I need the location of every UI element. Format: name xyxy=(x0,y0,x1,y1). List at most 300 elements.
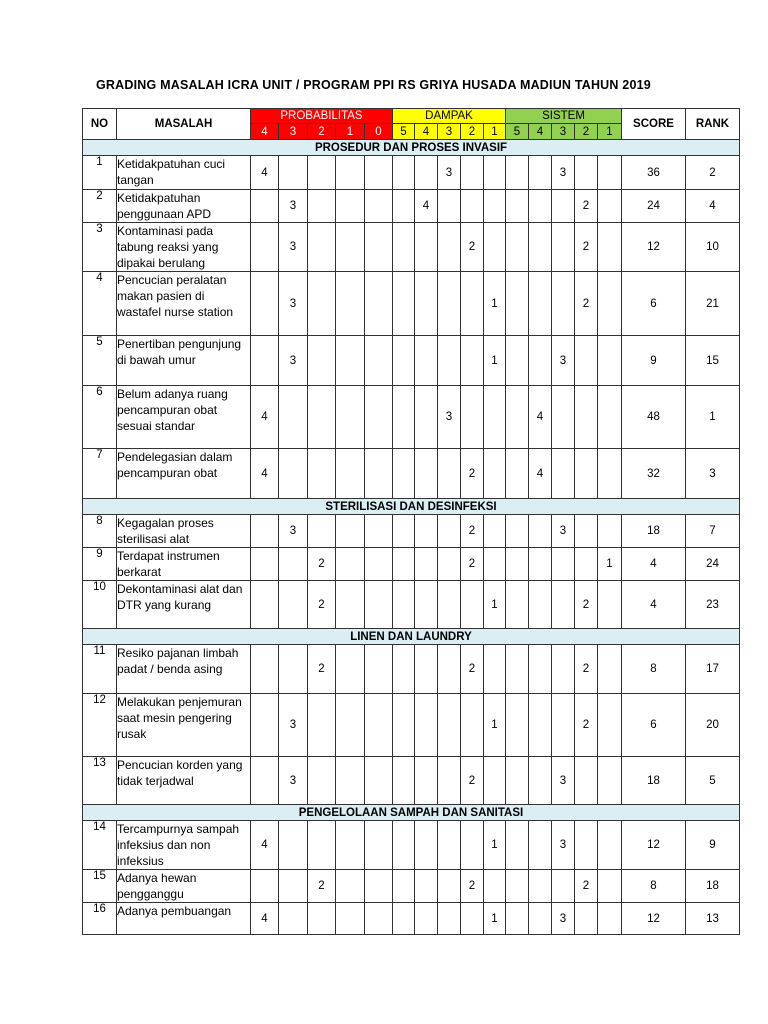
row-number: 11 xyxy=(83,645,117,694)
dampak-cell xyxy=(484,223,506,272)
sistem-cell xyxy=(529,757,552,805)
sistem-cell: 3 xyxy=(552,757,575,805)
sistem-cell xyxy=(529,645,552,694)
prob-level: 2 xyxy=(308,124,336,140)
dampak-cell xyxy=(438,581,461,629)
probabilitas-cell xyxy=(308,903,336,935)
dampak-cell xyxy=(393,581,415,629)
dampak-cell: 2 xyxy=(461,645,484,694)
dampak-cell xyxy=(438,223,461,272)
sistem-cell xyxy=(506,903,529,935)
section-title: LINEN DAN LAUNDRY xyxy=(83,629,740,645)
probabilitas-cell xyxy=(279,156,308,190)
dampak-cell xyxy=(393,821,415,870)
probabilitas-cell xyxy=(279,581,308,629)
sistem-cell xyxy=(598,515,622,548)
sistem-cell: 3 xyxy=(552,515,575,548)
probabilitas-cell xyxy=(251,223,279,272)
dampak-cell xyxy=(415,548,438,581)
dampak-cell xyxy=(415,336,438,386)
dampak-cell: 1 xyxy=(484,821,506,870)
probabilitas-cell xyxy=(336,386,365,449)
dampak-cell: 1 xyxy=(484,336,506,386)
row-score: 4 xyxy=(622,548,686,581)
row-number: 9 xyxy=(83,548,117,581)
row-masalah: Resiko pajanan limbah padat / benda asing xyxy=(117,645,251,694)
dampak-cell xyxy=(438,645,461,694)
row-number: 14 xyxy=(83,821,117,870)
probabilitas-cell: 3 xyxy=(279,694,308,757)
dampak-cell xyxy=(393,903,415,935)
row-score: 4 xyxy=(622,581,686,629)
probabilitas-cell xyxy=(251,757,279,805)
dampak-cell: 2 xyxy=(461,757,484,805)
table-row xyxy=(83,449,740,499)
sistem-cell xyxy=(529,870,552,903)
probabilitas-cell: 4 xyxy=(251,156,279,190)
probabilitas-cell xyxy=(336,190,365,223)
row-rank: 2 xyxy=(686,156,740,190)
probabilitas-cell xyxy=(365,190,393,223)
sistem-cell xyxy=(552,386,575,449)
probabilitas-cell xyxy=(308,449,336,499)
dampak-cell xyxy=(461,694,484,757)
probabilitas-cell xyxy=(365,757,393,805)
sistem-cell: 1 xyxy=(598,548,622,581)
table-row xyxy=(83,272,740,336)
sistem-cell xyxy=(575,156,598,190)
dampak-cell xyxy=(484,449,506,499)
sistem-cell xyxy=(506,645,529,694)
sistem-cell xyxy=(506,190,529,223)
probabilitas-cell xyxy=(336,336,365,386)
dampak-cell: 3 xyxy=(438,386,461,449)
sistem-cell xyxy=(506,336,529,386)
dampak-cell xyxy=(438,190,461,223)
probabilitas-cell xyxy=(365,156,393,190)
dampak-cell xyxy=(438,903,461,935)
dampak-cell xyxy=(393,386,415,449)
probabilitas-cell xyxy=(308,694,336,757)
probabilitas-cell xyxy=(336,903,365,935)
row-rank: 24 xyxy=(686,548,740,581)
dampak-cell xyxy=(484,870,506,903)
sistem-cell xyxy=(598,156,622,190)
dampak-cell xyxy=(415,581,438,629)
table-row xyxy=(83,548,740,581)
dampak-cell: 4 xyxy=(415,190,438,223)
probabilitas-cell xyxy=(336,694,365,757)
dampak-cell: 2 xyxy=(461,548,484,581)
section-title: PENGELOLAAN SAMPAH DAN SANITASI xyxy=(83,805,740,821)
probabilitas-cell xyxy=(336,449,365,499)
sistem-cell xyxy=(506,449,529,499)
probabilitas-cell xyxy=(336,515,365,548)
section-row xyxy=(83,499,740,515)
dampak-cell: 1 xyxy=(484,272,506,336)
sistem-cell: 2 xyxy=(575,694,598,757)
sistem-cell xyxy=(575,757,598,805)
row-score: 36 xyxy=(622,156,686,190)
sistem-cell xyxy=(506,757,529,805)
row-masalah: Belum adanya ruang pencampuran obat sesuai standar xyxy=(117,386,251,449)
sistem-cell xyxy=(529,548,552,581)
probabilitas-cell xyxy=(251,336,279,386)
sistem-cell xyxy=(529,515,552,548)
row-masalah: Ketidakpatuhan penggunaan APD xyxy=(117,190,251,223)
dampak-cell xyxy=(438,821,461,870)
dampak-cell xyxy=(484,645,506,694)
sistem-cell xyxy=(598,903,622,935)
probabilitas-cell xyxy=(365,548,393,581)
header-no: NO xyxy=(83,109,117,140)
dampak-level: 3 xyxy=(438,124,461,140)
sistem-cell xyxy=(529,156,552,190)
sistem-cell: 3 xyxy=(552,336,575,386)
probabilitas-cell: 4 xyxy=(251,386,279,449)
probabilitas-cell xyxy=(279,903,308,935)
dampak-cell xyxy=(461,821,484,870)
header-rank: RANK xyxy=(686,109,740,140)
dampak-cell xyxy=(393,515,415,548)
probabilitas-cell xyxy=(308,386,336,449)
dampak-cell xyxy=(484,190,506,223)
dampak-level: 4 xyxy=(415,124,438,140)
sistem-cell xyxy=(575,449,598,499)
probabilitas-cell: 4 xyxy=(251,903,279,935)
section-row xyxy=(83,140,740,156)
sistem-cell xyxy=(552,694,575,757)
dampak-cell xyxy=(415,449,438,499)
sistem-cell xyxy=(598,336,622,386)
sistem-level: 3 xyxy=(552,124,575,140)
sistem-cell xyxy=(506,694,529,757)
row-number: 3 xyxy=(83,223,117,272)
dampak-cell xyxy=(461,386,484,449)
dampak-cell xyxy=(415,757,438,805)
dampak-cell xyxy=(393,694,415,757)
probabilitas-cell xyxy=(365,694,393,757)
row-score: 6 xyxy=(622,694,686,757)
probabilitas-cell xyxy=(251,548,279,581)
sistem-cell xyxy=(598,645,622,694)
table-row xyxy=(83,821,740,870)
row-score: 12 xyxy=(622,223,686,272)
document-title: GRADING MASALAH ICRA UNIT / PROGRAM PPI RS GRIYA HUSADA MADIUN TAHUN 2019 xyxy=(96,78,651,92)
probabilitas-cell xyxy=(336,870,365,903)
dampak-cell xyxy=(393,548,415,581)
dampak-cell xyxy=(461,581,484,629)
probabilitas-cell xyxy=(308,757,336,805)
row-score: 18 xyxy=(622,757,686,805)
probabilitas-cell xyxy=(336,548,365,581)
probabilitas-cell: 3 xyxy=(279,223,308,272)
dampak-cell xyxy=(393,449,415,499)
dampak-cell xyxy=(415,515,438,548)
row-rank: 3 xyxy=(686,449,740,499)
row-masalah: Penertiban pengunjung di bawah umur xyxy=(117,336,251,386)
sistem-cell xyxy=(598,821,622,870)
row-number: 5 xyxy=(83,336,117,386)
dampak-cell: 1 xyxy=(484,581,506,629)
row-masalah: Adanya pembuangan xyxy=(117,903,251,935)
probabilitas-cell: 3 xyxy=(279,757,308,805)
row-masalah: Adanya hewan pengganggu xyxy=(117,870,251,903)
sistem-cell xyxy=(575,386,598,449)
probabilitas-cell xyxy=(279,386,308,449)
probabilitas-cell xyxy=(308,156,336,190)
table-row xyxy=(83,903,740,935)
dampak-cell xyxy=(415,870,438,903)
probabilitas-cell xyxy=(365,223,393,272)
header-probabilitas: PROBABILITAS xyxy=(251,109,393,124)
table-row xyxy=(83,757,740,805)
dampak-cell xyxy=(393,336,415,386)
dampak-level: 1 xyxy=(484,124,506,140)
header-dampak: DAMPAK xyxy=(393,109,506,124)
header-sistem: SISTEM xyxy=(506,109,622,124)
row-score: 9 xyxy=(622,336,686,386)
dampak-cell xyxy=(393,272,415,336)
sistem-cell xyxy=(506,272,529,336)
dampak-cell xyxy=(415,272,438,336)
probabilitas-cell: 4 xyxy=(251,821,279,870)
row-rank: 17 xyxy=(686,645,740,694)
row-rank: 21 xyxy=(686,272,740,336)
row-score: 6 xyxy=(622,272,686,336)
sistem-cell: 4 xyxy=(529,449,552,499)
probabilitas-cell xyxy=(365,903,393,935)
dampak-cell xyxy=(438,757,461,805)
probabilitas-cell: 4 xyxy=(251,449,279,499)
dampak-cell xyxy=(461,336,484,386)
table-row xyxy=(83,870,740,903)
table-row xyxy=(83,581,740,629)
dampak-cell: 2 xyxy=(461,449,484,499)
dampak-cell xyxy=(415,821,438,870)
sistem-cell xyxy=(598,386,622,449)
table-row xyxy=(83,515,740,548)
probabilitas-cell xyxy=(251,694,279,757)
dampak-cell xyxy=(461,190,484,223)
dampak-cell xyxy=(438,336,461,386)
table-row xyxy=(83,694,740,757)
dampak-cell xyxy=(438,548,461,581)
probabilitas-cell: 3 xyxy=(279,272,308,336)
probabilitas-cell xyxy=(251,515,279,548)
sistem-cell: 2 xyxy=(575,272,598,336)
dampak-cell xyxy=(393,190,415,223)
probabilitas-cell xyxy=(365,449,393,499)
section-row xyxy=(83,629,740,645)
sistem-cell xyxy=(552,449,575,499)
probabilitas-cell xyxy=(336,821,365,870)
probabilitas-cell: 3 xyxy=(279,515,308,548)
sistem-cell xyxy=(506,870,529,903)
probabilitas-cell: 2 xyxy=(308,645,336,694)
dampak-cell xyxy=(438,694,461,757)
dampak-cell: 2 xyxy=(461,223,484,272)
row-masalah: Ketidakpatuhan cuci tangan xyxy=(117,156,251,190)
row-rank: 9 xyxy=(686,821,740,870)
sistem-cell xyxy=(529,272,552,336)
probabilitas-cell: 2 xyxy=(308,548,336,581)
prob-level: 1 xyxy=(336,124,365,140)
prob-level: 0 xyxy=(365,124,393,140)
table-row xyxy=(83,386,740,449)
probabilitas-cell xyxy=(251,645,279,694)
sistem-cell xyxy=(575,548,598,581)
row-rank: 23 xyxy=(686,581,740,629)
sistem-cell xyxy=(529,336,552,386)
table-body xyxy=(83,140,740,935)
table-row xyxy=(83,645,740,694)
sistem-cell xyxy=(552,190,575,223)
sistem-cell xyxy=(598,870,622,903)
row-score: 8 xyxy=(622,870,686,903)
dampak-cell xyxy=(438,449,461,499)
probabilitas-cell xyxy=(279,821,308,870)
probabilitas-cell: 3 xyxy=(279,336,308,386)
probabilitas-cell xyxy=(308,190,336,223)
probabilitas-cell xyxy=(308,821,336,870)
row-masalah: Dekontaminasi alat dan DTR yang kurang xyxy=(117,581,251,629)
row-number: 15 xyxy=(83,870,117,903)
dampak-cell xyxy=(484,757,506,805)
row-rank: 20 xyxy=(686,694,740,757)
sistem-level: 1 xyxy=(598,124,622,140)
sistem-cell xyxy=(529,694,552,757)
table-row xyxy=(83,190,740,223)
row-rank: 5 xyxy=(686,757,740,805)
probabilitas-cell xyxy=(279,870,308,903)
sistem-cell: 4 xyxy=(529,386,552,449)
probabilitas-cell xyxy=(365,645,393,694)
sistem-level: 2 xyxy=(575,124,598,140)
grading-table xyxy=(82,108,740,935)
dampak-cell xyxy=(461,903,484,935)
row-rank: 4 xyxy=(686,190,740,223)
row-score: 18 xyxy=(622,515,686,548)
probabilitas-cell xyxy=(279,645,308,694)
dampak-cell: 2 xyxy=(461,870,484,903)
probabilitas-cell xyxy=(336,156,365,190)
row-rank: 13 xyxy=(686,903,740,935)
sistem-cell xyxy=(552,223,575,272)
probabilitas-cell xyxy=(336,757,365,805)
sistem-cell xyxy=(552,272,575,336)
prob-level: 3 xyxy=(279,124,308,140)
row-number: 7 xyxy=(83,449,117,499)
probabilitas-cell xyxy=(251,581,279,629)
probabilitas-cell: 3 xyxy=(279,190,308,223)
sistem-level: 5 xyxy=(506,124,529,140)
header-score: SCORE xyxy=(622,109,686,140)
probabilitas-cell xyxy=(308,272,336,336)
dampak-cell xyxy=(461,272,484,336)
dampak-cell xyxy=(484,156,506,190)
row-number: 16 xyxy=(83,903,117,935)
row-score: 12 xyxy=(622,821,686,870)
sistem-cell xyxy=(506,156,529,190)
probabilitas-cell xyxy=(336,645,365,694)
probabilitas-cell xyxy=(365,821,393,870)
row-masalah: Kegagalan proses sterilisasi alat xyxy=(117,515,251,548)
row-rank: 18 xyxy=(686,870,740,903)
dampak-cell xyxy=(461,156,484,190)
probabilitas-cell xyxy=(365,870,393,903)
dampak-cell xyxy=(438,870,461,903)
row-score: 32 xyxy=(622,449,686,499)
row-number: 1 xyxy=(83,156,117,190)
dampak-cell: 3 xyxy=(438,156,461,190)
probabilitas-cell xyxy=(251,190,279,223)
dampak-cell xyxy=(438,515,461,548)
probabilitas-cell xyxy=(336,272,365,336)
dampak-cell xyxy=(484,386,506,449)
sistem-cell xyxy=(598,581,622,629)
probabilitas-cell xyxy=(279,548,308,581)
dampak-cell: 2 xyxy=(461,515,484,548)
row-number: 10 xyxy=(83,581,117,629)
sistem-cell xyxy=(552,581,575,629)
table-row xyxy=(83,223,740,272)
sistem-cell xyxy=(552,548,575,581)
sistem-cell xyxy=(575,336,598,386)
probabilitas-cell xyxy=(308,336,336,386)
sistem-cell xyxy=(529,581,552,629)
row-masalah: Tercampurnya sampah infeksius dan non infeksius xyxy=(117,821,251,870)
probabilitas-cell xyxy=(365,272,393,336)
dampak-cell xyxy=(393,156,415,190)
section-row xyxy=(83,805,740,821)
table-row xyxy=(83,336,740,386)
dampak-cell: 1 xyxy=(484,903,506,935)
probabilitas-cell xyxy=(365,515,393,548)
dampak-cell xyxy=(415,386,438,449)
probabilitas-cell xyxy=(336,223,365,272)
sistem-cell xyxy=(598,272,622,336)
row-number: 13 xyxy=(83,757,117,805)
probabilitas-cell xyxy=(365,386,393,449)
sistem-cell xyxy=(529,223,552,272)
sistem-cell xyxy=(598,757,622,805)
dampak-cell: 1 xyxy=(484,694,506,757)
row-score: 8 xyxy=(622,645,686,694)
sistem-cell xyxy=(575,821,598,870)
sistem-cell xyxy=(552,870,575,903)
dampak-level: 2 xyxy=(461,124,484,140)
sistem-level: 4 xyxy=(529,124,552,140)
row-score: 24 xyxy=(622,190,686,223)
sistem-cell xyxy=(575,903,598,935)
probabilitas-cell: 2 xyxy=(308,870,336,903)
row-score: 12 xyxy=(622,903,686,935)
row-masalah: Pencucian peralatan makan pasien di wastafel nurse station xyxy=(117,272,251,336)
row-rank: 1 xyxy=(686,386,740,449)
dampak-level: 5 xyxy=(393,124,415,140)
dampak-cell xyxy=(415,694,438,757)
row-rank: 15 xyxy=(686,336,740,386)
sistem-cell xyxy=(552,645,575,694)
dampak-cell xyxy=(415,223,438,272)
sistem-cell xyxy=(529,821,552,870)
sistem-cell: 2 xyxy=(575,645,598,694)
sistem-cell xyxy=(598,694,622,757)
sistem-cell: 3 xyxy=(552,156,575,190)
row-masalah: Kontaminasi pada tabung reaksi yang dipakai berulang xyxy=(117,223,251,272)
dampak-cell xyxy=(393,870,415,903)
